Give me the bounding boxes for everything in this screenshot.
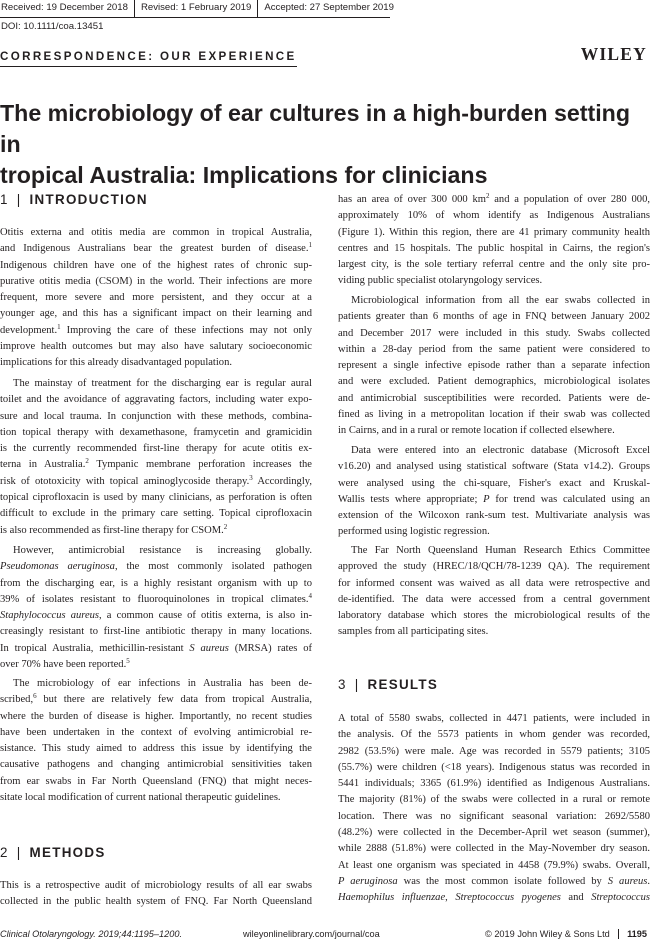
intro-paragraph-3: However, antimicrobial resistance is increasing globally. Pseudomonas aeruginosa, the most commonly isolated pathogen from the discharging ear, is a highly resistant organism with up to 39% of isolates resistant to fluoroquinolones in tropical climates.$^4$ Staphylococcus aureus, a common cause of otitis externa, is also in- creasingly resistant to first-line antibiotic therapy in many locations. In tropical Australia, methicillin-resistant S aureus (MRSA) rates of over 70% have been reported.$^5$	[0, 545, 313, 671]
title-line-2: tropical Australia: Implications for clinicians	[0, 162, 488, 188]
heading-introduction: 1 | INTRODUCTION	[0, 192, 148, 207]
article-type-label: CORRESPONDENCE: OUR EXPERIENCE	[0, 50, 297, 67]
intro-paragraph-2: The mainstay of treatment for the discharging ear is regular aural toilet and the avoidance of aggravating factors, including water expo- sure and local trauma. In conjunction with these methods, combina- tion topical therapy with dexamethasone, framycetin and gramicidin is the currently recommended first-line therapy for acute otitis ex- terna in Australia.$^2$ Tympanic membrane perforation increases the risk of ototoxicity with topical aminoglycoside therapy.$^3$ Accordingly, topical ciprofloxacin is used by many clinicians, as perforation is often difficult to exclude in the primary care setting. Topical ciprofloxacin is also recommended as first-line therapy for CSOM.$^2$	[0, 378, 312, 536]
intro-paragraph-1: Otitis externa and otitis media are common in tropical Australia, and Indigenous Australians bear the greatest burden of disease.$^1$ Indigenous children have one of the highest rates of chronic sup- purative otitis media (CSOM) in the world. Their infections are more frequent, more severe and more persistent, and they occur at a younger age, and this has a significant impact on their learning and development.$^1$ Improving the care of these infections may not only improve health outcomes but may also have salutary socioeconomic implications for this already disadvantaged population.	[0, 227, 312, 369]
results-paragraph-1: A total of 5580 swabs, collected in 4471 patients, were included in the analysis. Of the 5573 patients in whom gender was recorded, 2982 (53.5%) were male. Age was recorded in 5579 patients; 3105 (55.7%) were children (<18 years). Indigenous status was recorded in 5441 individuals; 3365 (61.9%) identified as Indigenous Australians. The majority (81%) of the swabs were collected in a rural or remote location. There was no significant seasonal variation: 2692/5580 (48.2%) were collected in the December-April wet season (summer), while 2888 (51.8%) were collected in the May-November dry season. At least one organism was speciated in 4458 (79.9%) swabs. Overall, P aeruginosa was the most common isolate followed by S aureus. Haemophilus influenzae, Streptococcus pyogenes and Streptococcus	[338, 713, 650, 904]
journal-citation: Clinical Otolaryngology. 2019;44:1195–1200.	[0, 929, 183, 939]
copyright: © 2019 John Wiley & Sons Ltd	[485, 929, 610, 939]
intro-paragraph-4: The microbiology of ear infections in Australia has been de- scribed,$^6$ but there are relatively few data from tropical Australia, where the burden of disease is higher. Importantly, no recent studies have been undertaken in the context of evolving antimicrobial re- sistance. This study aimed to address this issue by identifying the causative pathogens and changing antimicrobial sensitivities taken from ear swabs in Far North Queensland (FNQ) that might neces- sitate local modification of current national therapeutic guidelines.	[0, 678, 312, 804]
revised-date: Revised: 1 February 2019	[135, 0, 258, 17]
methods-paragraph-3: Data were entered into an electronic database (Microsoft Excel v16.20) and analysed using statistical software (Stata v14.2). Groups were analysed using the chi-square, Fisher's exact and Kruskal- Wallis tests where appropriate; P for trend was calculated using an extension of the Wilcoxon rank-sum test. Multivariate analysis was performed using logistic regression.	[338, 445, 650, 538]
doi[interactable]: DOI: 10.1111/coa.13451	[1, 21, 104, 32]
page-number: 1195	[618, 929, 647, 939]
journal-url[interactable]: wileyonlinelibrary.com/journal/coa	[243, 929, 380, 939]
methods-paragraph-1: This is a retrospective audit of microbiology results of all ear swabs collected in the public health system of FNQ. Far North Queensland	[0, 880, 312, 908]
methods-paragraph-1-cont: has an area of over 300 000 $km^2$ and a population of over 280 000, approximately 10% of whom identify as Indigenous Australians (Figure 1). Within this region, there are 41 primary community health centres and 15 hospitals. The public hospital in Cairns, the region's largest city, is the sole tertiary referral centre and the only site pro- viding public specialist otolaryngology services.	[338, 192, 650, 287]
methods-paragraph-4: The Far North Queensland Human Research Ethics Committee approved the study (HREC/18/QCH/78-1239 QA). The requirement for informed consent was waived as all data were retrospective and de-identified. The data were accessed from a central government laboratory database which stores the microbiological results of the samples from all participating sites.	[338, 545, 650, 638]
title-line-1: The microbiology of ear cultures in a high-burden setting in	[0, 100, 630, 157]
heading-results: 3 | RESULTS	[338, 677, 439, 692]
accepted-date: Accepted: 27 September 2019	[264, 2, 394, 13]
article-title	[0, 98, 640, 191]
received-date: Received: 19 December 2018	[0, 0, 135, 17]
page-footer	[0, 929, 650, 942]
publisher-logo: WILEY	[580, 44, 647, 64]
heading-methods: 2 | METHODS	[0, 845, 106, 860]
methods-paragraph-2: Microbiological information from all the ear swabs collected in patients greater than 6 months of age in FNQ between January 2002 and December 2017 were included in this study. Swabs collected within a 28-day period from the same patient were considered to represent a single infective episode rather than a separate infection and were excluded. Patient demographics, microbiological isolates and antimicrobial susceptibilities were recorded. Patients were de- fined as living in a metropolitan location if their swab was collected in Cairns, and in a rural or remote location if collected elsewhere.	[338, 295, 650, 437]
article-dates	[0, 0, 394, 18]
